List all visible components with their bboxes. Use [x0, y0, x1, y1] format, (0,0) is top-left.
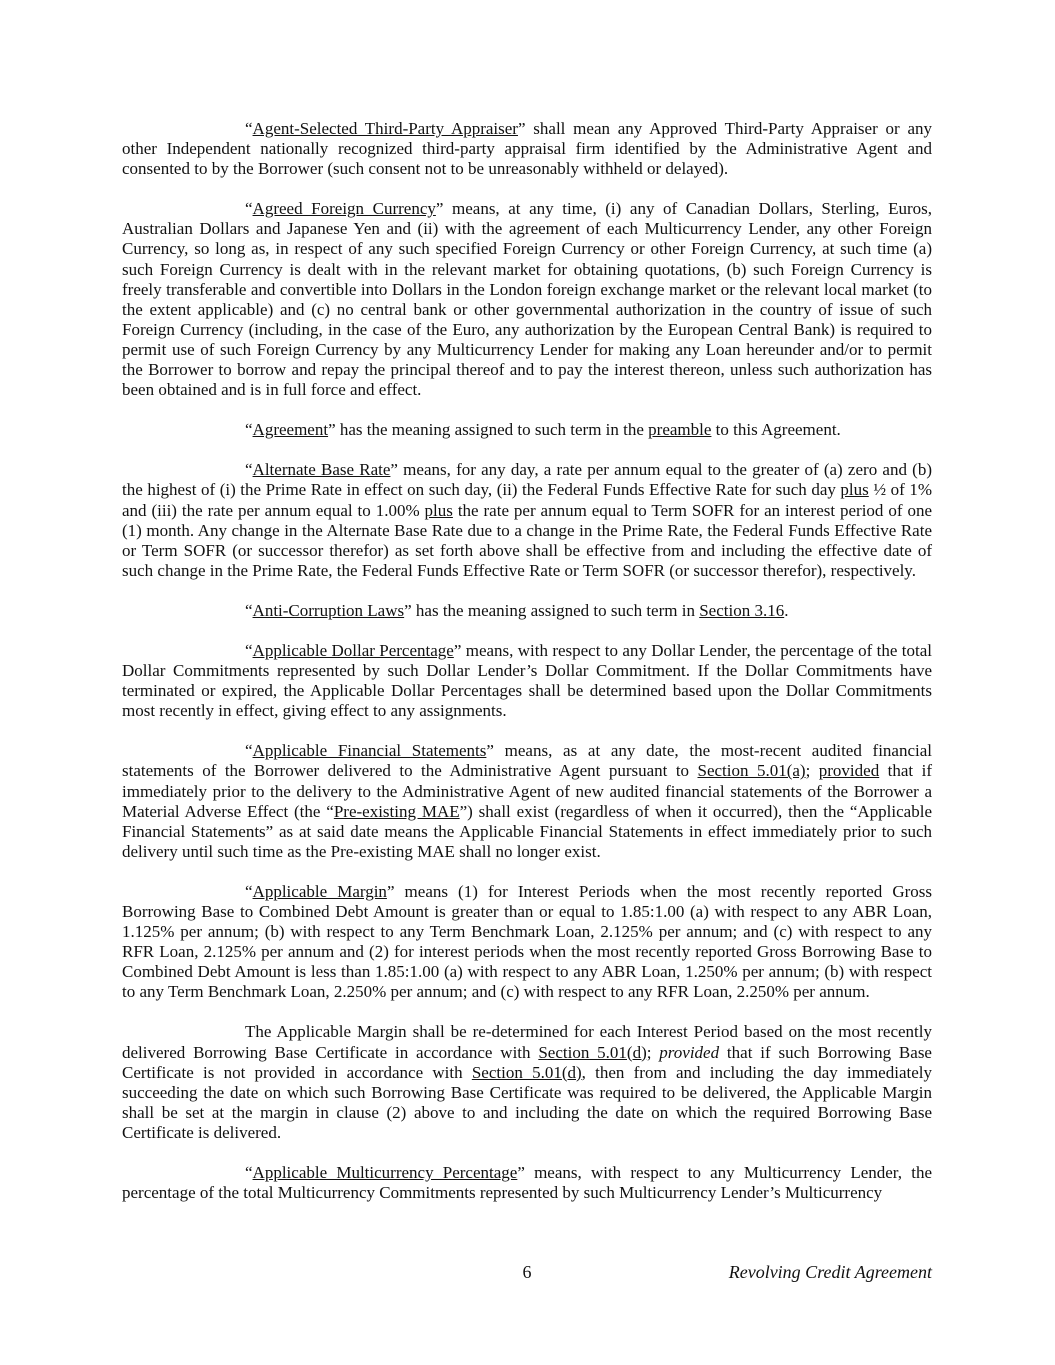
text-segment: ½ of 1% and (iii) the rate per annum equal to 1.00% — [122, 480, 932, 520]
text-segment: ” means, with respect to any Multicurrency Lender, the percentage of the total Multicurrency Commitments represented by such Multicurrency Lender’s Multicurrency — [122, 1163, 932, 1203]
text-segment: “ — [245, 1163, 253, 1183]
page-footer — [122, 1262, 932, 1288]
text-segment: “ — [245, 600, 253, 620]
text-segment: ” means (1) for Interest Periods when the most recently reported Gross Borrowing Base to Combined Debt Amount is greater than or equal to 1.85:1.00 (a) with respect to any ABR Loan, 1.125% per annum; (b) with respect to any Term Benchmark Loan, 2.125% per annum; and (c) with respect to any RFR Loan, 2.125% per annum and (2) for interest periods when the most recently reported Gross Borrowing Base to Combined Debt Amount is less than 1.85:1.00 (a) with respect to any ABR Loan, 1.250% per annum; (b) with respect to any Term Benchmark Loan, 2.250% per annum; and (c) with respect to any RFR Loan, 2.250% per annum. — [122, 881, 932, 1002]
emphasized-text-segment: Applicable Margin — [252, 881, 387, 901]
text-segment: “ — [245, 640, 253, 660]
paragraph — [122, 641, 932, 721]
paragraph — [122, 1163, 932, 1203]
paragraph — [122, 601, 932, 621]
emphasized-text-segment: Alternate Base Rate — [252, 460, 391, 480]
text-segment: that if such Borrowing Base Certificate is not provided in accordance with — [122, 1042, 932, 1082]
emphasized-text-segment: Agreement — [252, 420, 329, 440]
text-segment: ”) shall exist (regardless of when it occurred), then the “Applicable Financial Statements” as at said date means the Applicable Financial Statements in effect immediately prior to such delivery until such time as the Pre-existing MAE shall no longer exist. — [122, 801, 932, 861]
text-segment: , then from and including the day immediately succeeding the date on which such Borrowing Base Certificate was required to be delivered, the Applicable Margin shall be set at the margin in clause (2) above to and including the date on which the required Borrowing Base Certificate is delivered. — [122, 1062, 932, 1142]
emphasized-text-segment: preamble — [648, 420, 712, 440]
text-segment: the rate per annum equal to Term SOFR for an interest period of one (1) month. Any change in the Alternate Base Rate due to a change in the Prime Rate, the Federal Funds Effective Rate or Term SOFR (or successor therefor) as set forth above shall be effective from and including the effective date of such change in the Prime Rate, the Federal Funds Effective Rate or Term SOFR (or successor therefor), respectively. — [122, 500, 932, 580]
paragraph — [122, 741, 932, 862]
paragraph — [122, 199, 932, 400]
emphasized-text-segment: Agreed Foreign Currency — [252, 199, 436, 219]
text-segment: “ — [245, 119, 253, 138]
emphasized-text-segment: Section 3.16 — [699, 600, 785, 620]
emphasized-text-segment: Applicable Financial Statements — [252, 741, 487, 761]
footer-document-title: Revolving Credit Agreement — [728, 1262, 932, 1282]
text-segment: ” shall mean any Approved Third-Party Appraiser or any other Independent nationally recognized third-party appraisal firm identified by the Administrative Agent and consented to by the Borrower (such consent not to be unreasonably withheld or delayed). — [122, 119, 932, 179]
text-segment: “ — [245, 460, 253, 480]
text-segment: ; — [646, 1042, 660, 1062]
text-segment: “ — [245, 199, 253, 219]
text-segment: ” has the meaning assigned to such term in — [404, 600, 700, 620]
text-segment: ” means, for any day, a rate per annum equal to the greater of (a) zero and (b) the highest of (i) the Prime Rate in effect on such day, (ii) the Federal Funds Effective Rate for such day — [122, 460, 932, 500]
text-segment: ; — [805, 761, 819, 781]
emphasized-text-segment: provided — [659, 1042, 720, 1062]
page-number: 6 — [522, 1262, 532, 1282]
emphasized-text-segment: Applicable Dollar Percentage — [252, 640, 454, 660]
paragraph — [122, 1022, 932, 1143]
text-segment: ” has the meaning assigned to such term in the — [328, 420, 649, 440]
text-segment: to this Agreement. — [711, 420, 841, 440]
emphasized-text-segment: provided — [818, 761, 880, 781]
emphasized-text-segment: Applicable Multicurrency Percentage — [252, 1163, 518, 1183]
emphasized-text-segment: Anti-Corruption Laws — [252, 600, 405, 620]
paragraph — [122, 420, 932, 440]
text-segment: The Applicable Margin shall be re-determined for each Interest Period based on the most recently delivered Borrowing Base Certificate in accordance with — [122, 1022, 932, 1062]
emphasized-text-segment: plus — [840, 480, 869, 500]
text-segment: “ — [245, 420, 253, 440]
emphasized-text-segment: Section 5.01(d) — [471, 1062, 582, 1082]
emphasized-text-segment: Pre-existing MAE — [333, 801, 460, 821]
emphasized-text-segment: Section 5.01(d) — [538, 1042, 647, 1062]
emphasized-text-segment: plus — [424, 500, 453, 520]
text-segment: ” means, at any time, (i) any of Canadian Dollars, Sterling, Euros, Australian Dollars and Japanese Yen and (ii) with the agreement of each Multicurrency Lender, any other Foreign Currency, so long as, in respect of any such specified Foreign Currency or other Foreign Currency, at such time (a) such Foreign Currency is dealt with in the relevant market for obtaining quotations, (b) such Foreign Currency is freely transferable and convertible into Dollars in the London foreign exchange market or the relevant local market (to the extent applicable) and (c) no central bank or other governmental authorization in the country of issue of such Foreign Currency (including, in the case of the Euro, any authorization by the European Central Bank) is required to permit use of such Foreign Currency by any Multicurrency Lender for making any Loan hereunder and/or to permit the Borrower to borrow and repay the principal thereof and to pay the interest thereon, unless such authorization has been obtained and is in full force and effect. — [122, 199, 932, 400]
text-segment: “ — [245, 741, 253, 761]
text-segment: ” means, as at any date, the most-recent audited financial statements of the Borrower delivered to the Administrative Agent pursuant to — [122, 741, 933, 781]
emphasized-text-segment: Agent-Selected Third-Party Appraiser — [252, 119, 518, 138]
emphasized-text-segment: Section 5.01(a) — [697, 761, 806, 781]
text-segment: ” means, with respect to any Dollar Lender, the percentage of the total Dollar Commitments represented by such Dollar Lender’s Dollar Commitment. If the Dollar Commitments have terminated or expired, the Applicable Dollar Percentages shall be determined based upon the Dollar Commitments most recently in effect, giving effect to any assignments. — [122, 640, 933, 721]
text-segment: that if immediately prior to the delivery to the Administrative Agent of new audited financial statements of the Borrower a Material Adverse Effect (the “ — [122, 761, 932, 821]
paragraph — [122, 460, 932, 581]
document-body — [122, 119, 932, 1223]
text-segment: “ — [245, 881, 253, 901]
paragraph — [122, 119, 932, 179]
text-segment: . — [784, 600, 789, 620]
paragraph — [122, 882, 932, 1003]
